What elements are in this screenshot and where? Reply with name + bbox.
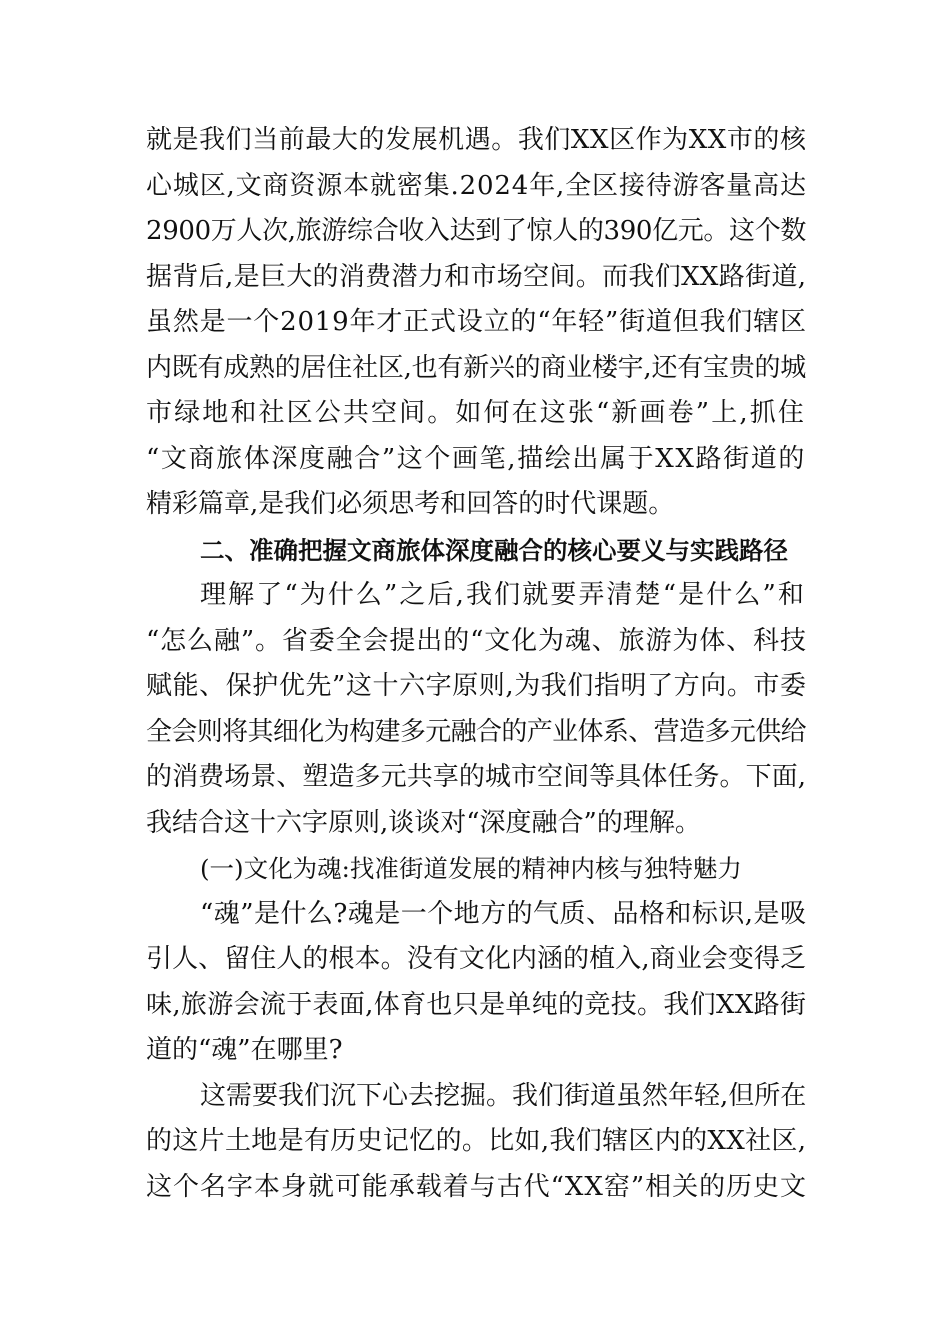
- text-line: [146, 1074, 806, 1120]
- text-line: [146, 573, 806, 619]
- text-line-content: 虽然是一个2019年才正式设立的“年轻”街道但我们辖区: [146, 307, 807, 337]
- text-line-content: 我结合这十六字原则,谈谈对“深度融合”的理解。: [146, 807, 701, 838]
- text-line-content: 精彩篇章,是我们必须思考和回答的时代课题。: [146, 489, 675, 519]
- text-line-content: 就是我们当前最大的发展机遇。我们XX区作为XX市的核: [146, 125, 807, 155]
- text-line-content: 味,旅游会流于表面,体育也只是单纯的竞技。我们XX路街: [146, 989, 807, 1020]
- text-line-content: 2900万人次,旅游综合收入达到了惊人的390亿元。这个数: [146, 216, 806, 246]
- text-line-content: “怎么融”。省委全会提出的“文化为魂、旅游为体、科技: [146, 625, 807, 656]
- section-heading-text: 二、准确把握文商旅体深度融合的核心要义与实践路径: [200, 535, 788, 565]
- text-line-content: 理解了“为什么”之后,我们就要弄清楚“是什么”和: [200, 580, 806, 610]
- text-line-content: 引人、留住人的根本。没有文化内涵的植入,商业会变得乏: [146, 944, 807, 974]
- text-line: [146, 1119, 806, 1165]
- text-line: [146, 710, 806, 756]
- text-line-content: 据背后,是巨大的消费潜力和市场空间。而我们XX路街道,: [146, 261, 807, 292]
- text-line: [146, 482, 806, 528]
- text-line: [146, 892, 806, 938]
- text-line: [146, 300, 806, 346]
- text-line-content: 的消费场景、塑造多元共享的城市空间等具体任务。下面,: [146, 762, 807, 792]
- paragraph-sixteen-principles: [146, 573, 806, 846]
- text-line-content: 这个名字本身就可能承载着与古代“XX窑”相关的历史文: [146, 1171, 807, 1202]
- text-line: [146, 209, 806, 255]
- subsection-heading: [146, 846, 806, 892]
- paragraph-history: [146, 1074, 806, 1211]
- text-line-content: 全会则将其细化为构建多元融合的产业体系、营造多元供给: [146, 716, 806, 747]
- paragraph-development-opportunity: [146, 118, 806, 528]
- text-line: [146, 664, 806, 710]
- document-body: [146, 118, 806, 1210]
- text-line: [146, 937, 806, 983]
- subsection-heading-text: (一)文化为魂:找准街道发展的精神内核与独特魅力: [200, 854, 742, 883]
- text-line-content: 内既有成熟的居住社区,也有新兴的商业楼宇,还有宝贵的城: [146, 352, 806, 383]
- text-line-content: “文商旅体深度融合”这个画笔,描绘出属于XX路街道的: [146, 443, 806, 474]
- text-line-content: 市绿地和社区公共空间。如何在这张“新画卷”上,抓住: [146, 398, 806, 428]
- text-line: [146, 437, 806, 483]
- text-line-content: 的这片土地是有历史记忆的。比如,我们辖区内的XX社区,: [146, 1126, 807, 1156]
- text-line: [146, 619, 806, 665]
- section-heading: [146, 528, 806, 574]
- text-line: [146, 1165, 806, 1211]
- text-line: [146, 391, 806, 437]
- text-line-content: 赋能、保护优先”这十六字原则,为我们指明了方向。市委: [146, 671, 807, 701]
- paragraph-soul: [146, 892, 806, 1074]
- text-line-content: “魂”是什么?魂是一个地方的气质、品格和标识,是吸: [200, 898, 807, 929]
- text-line: [146, 983, 806, 1029]
- text-line-content: 道的“魂”在哪里?: [146, 1035, 343, 1065]
- text-line: [146, 346, 806, 392]
- text-line: [146, 1028, 806, 1074]
- text-line-content: 心城区,文商资源本就密集.2024年,全区接待游客量高达: [146, 170, 807, 201]
- text-line: [146, 801, 806, 847]
- text-line-content: 这需要我们沉下心去挖掘。我们街道虽然年轻,但所在: [200, 1080, 807, 1111]
- text-line: [146, 755, 806, 801]
- text-line: [146, 118, 806, 164]
- text-line: [146, 255, 806, 301]
- text-line: [146, 164, 806, 210]
